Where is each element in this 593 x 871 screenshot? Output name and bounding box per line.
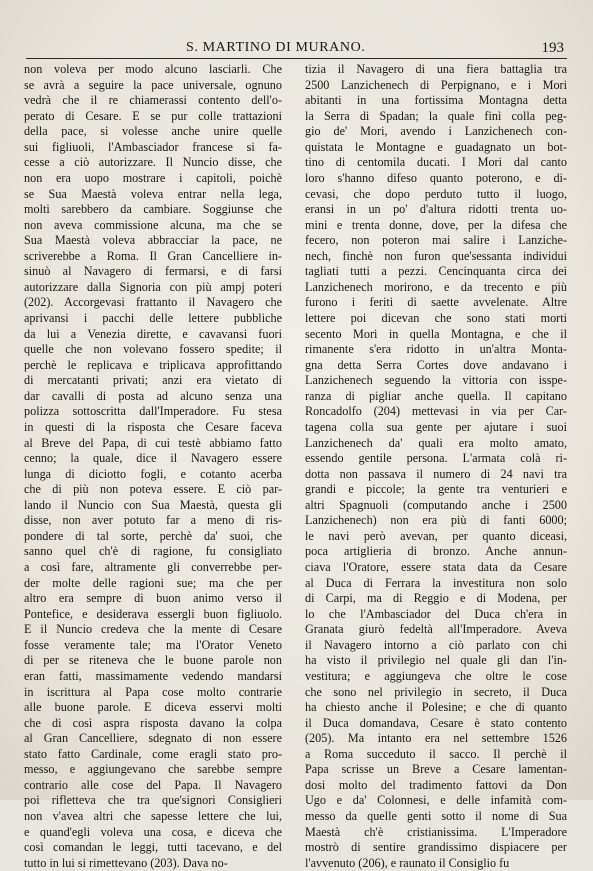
text-line: Lanzichenech morirono, e da trecento e più <box>305 279 567 294</box>
text-line: rimanente s'era ridotto in un'altra Monta- <box>305 342 567 357</box>
text-line: ranza di pigliar anche quella. Il capitano <box>305 388 567 403</box>
text-line: Lanzichenech da' quali era molto amato, <box>305 435 567 450</box>
text-line: fecero, non poteron mai salire i Lanziche- <box>305 233 567 248</box>
text-line: Roncadolfo (204) mettevasi in via per Car- <box>305 404 567 419</box>
text-line: che di più non poteva essere. E ciò par- <box>24 482 282 497</box>
text-line: disse, non aver potuto far a meno di ris- <box>24 513 282 528</box>
text-line: l'avvenuto (206), e raunato il Consiglio fu <box>305 855 510 870</box>
text-line: lando il Nuncio con Sua Maestà, questa gli <box>24 497 282 512</box>
text-line: 2500 Lanzichenech di Perpignano, e i Mori <box>305 77 567 92</box>
text-line: perato di Cesare. E se pur colle trattazioni <box>24 108 282 123</box>
text-line: vedrà che il re chiamerassi contento dell'o- <box>24 93 282 108</box>
text-line: gio de' Mori, avendo i Lanzichenech con- <box>305 124 567 139</box>
text-line: dosi molto del tradimento fattovi da Don <box>305 777 567 792</box>
text-line: secento Mori in quella Montagna, e che il <box>305 326 567 341</box>
text-line: tagena colla sua gente per ajutare i suoi <box>305 419 567 434</box>
text-line: mostrò di sentire grandissimo dispiacere per <box>305 840 567 855</box>
text-line: sanno quel ch'è di ragione, fu consigliato <box>24 544 282 559</box>
text-line: aprivansi i pacchi delle lettere pubbliche <box>24 311 282 325</box>
text-line: tizia il Navagero di una fiera battaglia tra <box>305 62 567 76</box>
text-line: vestitura; e aggiungeva che oltre le cose <box>305 668 567 683</box>
text-line: se Sua Maestà voleva entrar nella lega, <box>24 186 282 201</box>
text-line: Lanzichenech) non era più di fanti 6000; <box>305 513 567 528</box>
text-line: tagliati tutti a pezzi. Cencinquanta circa dei <box>305 264 567 279</box>
text-line: Granata giurò fedeltà all'Imperadore. Aveva <box>305 622 567 637</box>
page-number: 193 <box>541 40 564 56</box>
text-line: lo che l'Ambasciador del Duca ch'era in <box>305 606 567 621</box>
text-line: essendo gentile persona. L'armata colà ri- <box>305 451 567 466</box>
text-line: poca artiglieria di bronzo. Anche annun- <box>305 544 567 559</box>
text-line: fosse veramente tale; ma l'Orator Veneto <box>24 637 282 652</box>
running-head: S. MARTINO DI MURANO. <box>186 40 366 55</box>
text-line: in questi di la risposta che Cesare faceva <box>24 419 282 434</box>
text-line: poi rifletteva che tra que'signori Consiglieri <box>24 793 282 808</box>
text-line: (205). Ma intanto era nel settembre 1526 <box>305 731 567 746</box>
text-line: cenno; la quale, dice il Navagero essere <box>24 451 282 466</box>
text-line: loro s'hanno difeso quanto poterono, e di- <box>305 170 567 185</box>
text-line: polizza sottoscritta dall'Imperadore. Fu stesa <box>24 404 282 419</box>
text-line: dotta non passava il numero di 24 navi tra <box>305 466 567 481</box>
text-line: tino di centomila ducati. I Mori dal canto <box>305 155 567 170</box>
text-line: altro era sempre di buon animo verso il <box>24 591 282 606</box>
text-line: furono i feriti di saette avvelenate. Altre <box>305 295 567 310</box>
text-line: le navi però avevan, per quanto diceasi, <box>305 528 567 543</box>
text-line: messo da quelle genti sotto il nome di Sua <box>305 809 567 823</box>
text-line: Maestà ch'è cristianissima. L'Imperadore <box>305 824 567 839</box>
text-line: lunga di diciotto fogli, e cotanto acerba <box>24 466 282 481</box>
text-line: al Breve del Papa, di cui testè abbiamo fatto <box>24 435 282 450</box>
text-line: autorizzare dalla Signoria con più ampj poteri <box>24 279 282 294</box>
text-line: Ugo e da' Colonnesi, e delle infamità com- <box>305 793 567 808</box>
text-line: quelle che non volevano fossero spedite; il <box>24 342 282 357</box>
text-line: cevasi, che dopo perduto tutto il luogo, <box>305 186 567 201</box>
text-line: gna detta Serra Cortes dove andavano i <box>305 357 567 372</box>
text-line: pondere di tal sorte, perchè da' suoi, che <box>24 528 282 543</box>
text-line: Pontefice, e desiderava essergli buon figliuolo. <box>24 606 282 621</box>
text-line: (202). Accorgevasi frattanto il Navagero che <box>24 295 282 310</box>
text-line: E il Nuncio credeva che la mente di Cesare <box>24 622 282 637</box>
text-line: Sua Maestà voleva abbracciar la pace, ne <box>24 233 282 248</box>
text-line: a così fare, altramente gli converrebbe per- <box>24 560 282 574</box>
text-line: Papa scrisse un Breve a Cesare lamentan- <box>305 762 567 777</box>
text-line: il Navagero intorno a ciò parlato con chi <box>305 637 567 652</box>
text-line: che di così aspra risposta davano la colpa <box>24 715 282 730</box>
text-line: stato fatto Cardinale, come eragli stato pro- <box>24 746 282 761</box>
text-line: Lanzichenech seguendo la vittoria con isspe- <box>305 373 567 388</box>
text-line: la Serra di Spadan; la quale finì colla peg- <box>305 108 567 123</box>
text-line: altri Spagnuoli (computando anche i 2500 <box>305 497 567 512</box>
text-line: eransi in un po' d'altura ridotti trenta uo- <box>305 202 567 217</box>
left-text-column <box>24 62 282 871</box>
text-line: ciava l'Oratore, essere stata data da Cesare <box>305 560 567 574</box>
text-line: abitanti in una fortissima Montagna detta <box>305 93 567 108</box>
text-line: nech, finchè non furon que'sessanta individui <box>305 248 567 263</box>
text-line: al Gran Cancelliere, sdegnato di non essere <box>24 731 282 746</box>
text-line: da lui a Venezia dirette, e cavavansi fuori <box>24 326 282 341</box>
text-line: dar cavalli di posta ad alcuno senza una <box>24 388 282 403</box>
text-line: grandi e piccole; la gente tra venturieri e <box>305 482 567 497</box>
text-line: non v'avea altri che sapesse lettere che lui, <box>24 809 282 823</box>
text-line: mini e trenta donne, dove, per la difesa che <box>305 217 567 232</box>
text-line: non aveva commissione alcuna, ma che se <box>24 217 282 232</box>
text-line: der molte delle ragioni sue; ma che per <box>24 575 282 590</box>
text-line: al Duca di Ferrara la investitura non solo <box>305 575 567 590</box>
text-line: ha visto il privilegio nel quale gli dan l'in- <box>305 653 567 668</box>
text-line: in iscrittura al Papa cose molto contrarie <box>24 684 282 699</box>
text-line: sui figliuoli, l'Ambasciador francese si fa- <box>24 139 282 154</box>
text-line: contrario alle cose del Papa. Il Navagero <box>24 777 282 792</box>
text-line: molti sarebbero da cambiare. Soggiunse che <box>24 202 282 217</box>
text-line: cesse a ciò autorizzare. Il Nuncio disse, che <box>24 155 282 170</box>
right-text-column <box>305 62 567 871</box>
text-line: che sono nel privilegio in secreto, il Duca <box>305 684 567 699</box>
text-line: eran fatti, massimamente vedendo mandarsi <box>24 668 282 683</box>
text-line: non era uopo mostrare i capitoli, poichè <box>24 170 282 185</box>
text-line: lettere poi dicevan che sono stati morti <box>305 311 567 325</box>
text-line: della pace, si volesse anche unire quelle <box>24 124 282 139</box>
text-line: il Duca domandava, Cesare è stato contento <box>305 715 567 730</box>
text-line: di Carpi, ma di Reggio e di Modena, per <box>305 591 567 606</box>
text-line: scriverebbe a Roma. Il Gran Cancelliere in- <box>24 248 282 263</box>
text-line: così comandan le leggi, tutti tacevano, e del <box>24 840 282 855</box>
text-line: tutto in lui si rimettevano (203). Dava no- <box>24 855 228 870</box>
text-line: alle buone parole. E diceva esservi molti <box>24 700 282 715</box>
text-line: non voleva per modo alcuno lasciarli. Che <box>24 62 282 76</box>
text-line: a Roma succeduto il sacco. Il perchè il <box>305 746 567 761</box>
text-line: di mercatanti privati; anzi era vietato di <box>24 373 282 388</box>
text-line: quistata le Montagne e guadagnato un bot- <box>305 139 567 154</box>
text-line: messo, e aggiungevano che sarebbe sempre <box>24 762 282 777</box>
page-header <box>26 34 567 59</box>
text-line: ha chiesto anche il Polesine; e che di quanto <box>305 700 567 715</box>
text-line: sinuò al Navagero di fermarsi, e di farsi <box>24 264 282 279</box>
text-line: e quand'egli voleva una cosa, e diceva che <box>24 824 282 839</box>
text-line: di per se riteneva che le buone parole non <box>24 653 282 668</box>
text-line: perchè le replicava e triplicava approfittando <box>24 357 282 372</box>
text-line: se avrà a seguire la pace universale, ognuno <box>24 77 282 92</box>
